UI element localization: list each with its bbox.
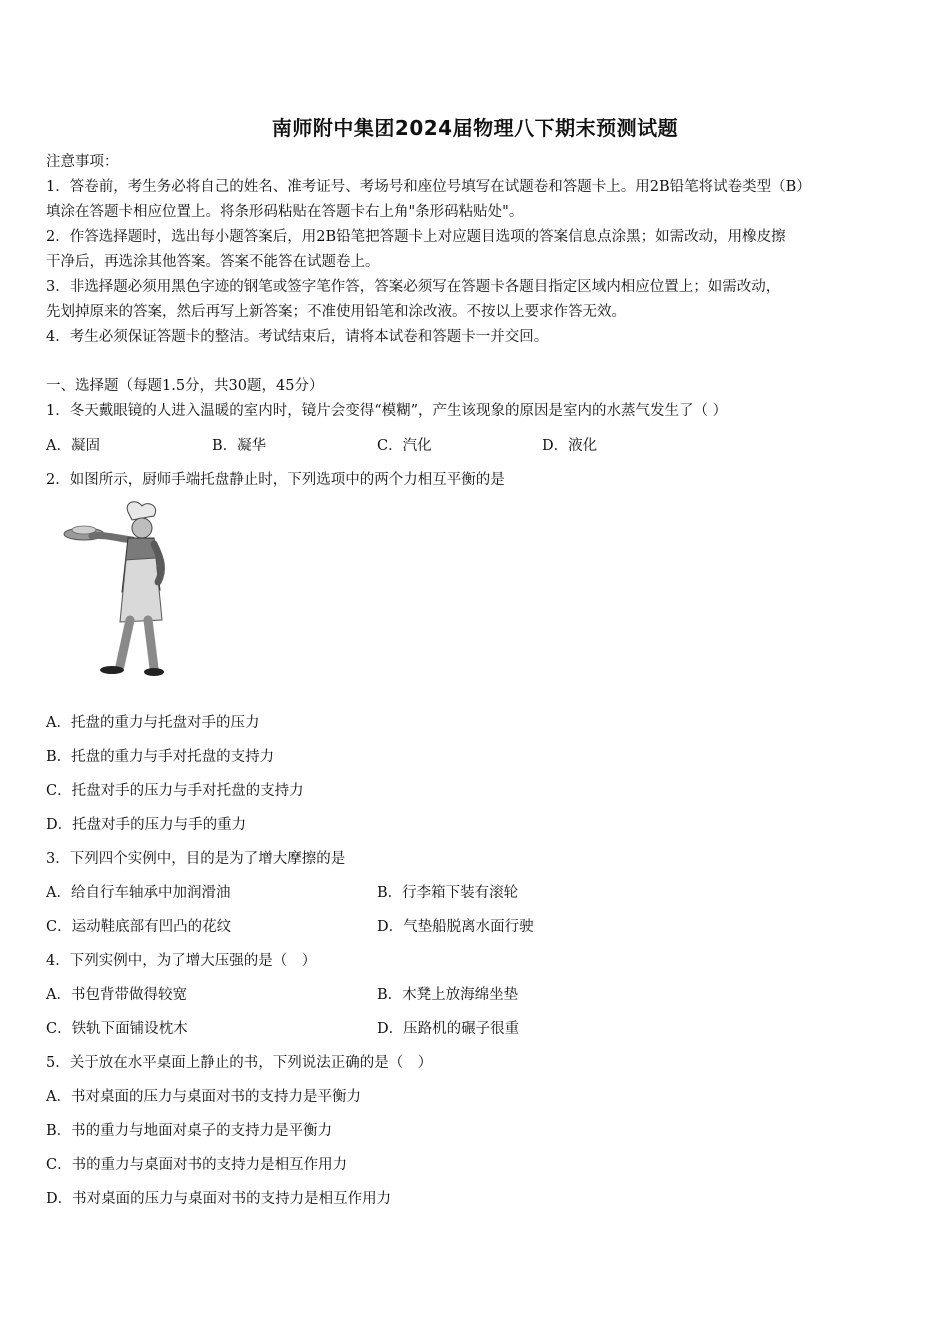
page-title: 南师附中集团2024届物理八下期末预测试题	[271, 116, 679, 140]
question-1-option-d: D．液化	[542, 438, 598, 454]
question-3-option-b: B．行李箱下装有滚轮	[377, 885, 519, 901]
question-5-option-a: A．书对桌面的压力与桌面对书的支持力是平衡力	[46, 1089, 361, 1105]
question-5-option-d: D．书对桌面的压力与桌面对书的支持力是相互作用力	[46, 1191, 392, 1207]
chef-illustration	[62, 500, 172, 680]
section-heading: 一、选择题（每题1.5分，共30题，45分）	[46, 378, 324, 394]
question-1-option-b: B．凝华	[212, 438, 267, 454]
question-3-option-d: D．气垫船脱离水面行驶	[377, 919, 534, 935]
question-1-option-c: C．汽化	[377, 438, 432, 454]
chef-figure	[62, 500, 172, 680]
notice-line: 1．答卷前，考生务必将自己的姓名、准考证号、考场号和座位号填写在试题卷和答题卡上。用2B铅笔将试卷类型（B）	[46, 179, 811, 195]
question-3-option-c: C．运动鞋底部有凹凸的花纹	[46, 919, 232, 935]
notice-line: 2．作答选择题时，选出每小题答案后，用2B铅笔把答题卡上对应题目选项的答案信息点涂黑；如需改动，用橡皮擦	[46, 229, 786, 245]
question-2-option-b: B．托盘的重力与手对托盘的支持力	[46, 749, 275, 765]
notice-line: 4．考生必须保证答题卡的整洁。考试结束后，请将本试卷和答题卡一并交回。	[46, 329, 549, 345]
question-1-stem: 1．冬天戴眼镜的人进入温暖的室内时，镜片会变得“模糊”，产生该现象的原因是室内的水蒸气发生了（ ）	[46, 403, 728, 419]
notice-heading: 注意事项：	[46, 154, 119, 170]
question-2-option-d: D．托盘对手的压力与手的重力	[46, 817, 247, 833]
question-4-option-c: C．铁轨下面铺设枕木	[46, 1021, 188, 1037]
question-4-stem: 4．下列实例中，为了增大压强的是（ ）	[46, 953, 317, 969]
notice-line: 干净后，再选涂其他答案。答案不能答在试题卷上。	[46, 254, 380, 270]
question-4-option-a: A．书包背带做得较宽	[46, 987, 187, 1003]
question-4-option-d: D．压路机的碾子很重	[377, 1021, 520, 1037]
notice-line: 填涂在答题卡相应位置上。将条形码粘贴在答题卡右上角"条形码粘贴处"。	[46, 204, 524, 220]
question-1-option-a: A．凝固	[46, 438, 100, 454]
question-2-stem: 2．如图所示，厨师手端托盘静止时，下列选项中的两个力相互平衡的是	[46, 472, 505, 488]
question-3-option-a: A．给自行车轴承中加润滑油	[46, 885, 231, 901]
question-5-option-c: C．书的重力与桌面对书的支持力是相互作用力	[46, 1157, 348, 1173]
question-3-stem: 3．下列四个实例中，目的是为了增大摩擦的是	[46, 851, 346, 867]
question-2-option-a: A．托盘的重力与托盘对手的压力	[46, 715, 260, 731]
question-4-option-b: B．木凳上放海绵坐垫	[377, 987, 519, 1003]
question-2-option-c: C．托盘对手的压力与手对托盘的支持力	[46, 783, 304, 799]
question-5-stem: 5．关于放在水平桌面上静止的书，下列说法正确的是（ ）	[46, 1055, 433, 1071]
notice-line: 先划掉原来的答案，然后再写上新答案；不准使用铅笔和涂改液。不按以上要求作答无效。	[46, 304, 626, 320]
notice-line: 3．非选择题必须用黑色字迹的钢笔或签字笔作答，答案必须写在答题卡各题目指定区域内相应位置上；如需改动，	[46, 279, 781, 295]
question-5-option-b: B．书的重力与地面对桌子的支持力是平衡力	[46, 1123, 333, 1139]
